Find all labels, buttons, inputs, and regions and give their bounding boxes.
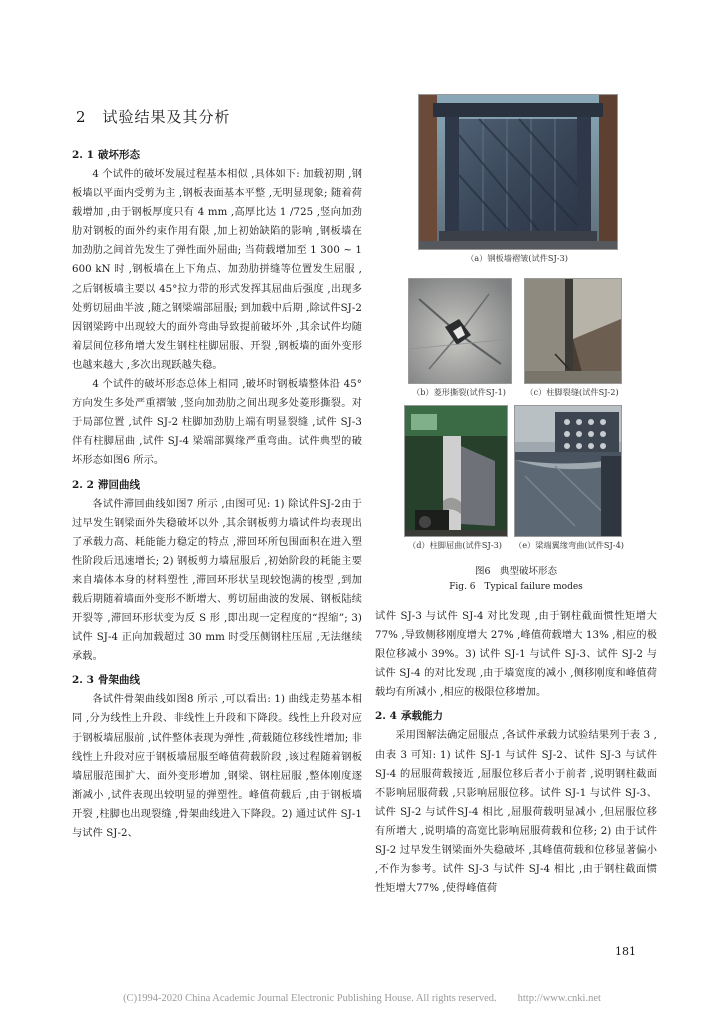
photo-diamond-tear (408, 278, 512, 384)
subsection-heading-2-3 (72, 672, 362, 687)
subsection-title: 滞回曲线 (98, 478, 140, 491)
paragraph-capacity: 采用图解法确定屈服点 ,各试件承载力试验结果列于表 3 ,由表 3 可知: 1) 试件 SJ-1 与试件 SJ-2、试件 SJ-3 与试件 SJ-4 的屈服荷载接近 ,屈服位移后者小于前者 ,说明钢柱截面不影响屈服荷载 ,只影响屈服位移。试件 SJ-1 与试件 SJ-3、试件 SJ-2 与试件SJ-4 相比 ,屈服荷载明显减小 ,但屈服位移有所增大 ,说明墙的高宽比影响屈服荷载和位移; 2) 由于试件SJ-2 过早发生钢梁面外失稳破坏 ,其峰值荷载和位移显著偏小 ,不作为参考。试件 SJ-3 与试件 SJ-4 相比 ,由于钢柱截面惯性矩增大77% ,使得峰值荷 (375, 730, 657, 895)
paragraph-skeleton-curve-cont: 试件 SJ-3 与试件 SJ-4 对比发现 ,由于钢柱截面惯性矩增大 77% ,导致侧移刚度增大 27% ,峰值荷载增大 13% ,相应的极限位移减小 39%。3) 试件 SJ-1 与试件 SJ-3、试件 SJ-2 与试件 SJ-4 的对比发现 ,由于墙宽度的减小 ,侧移刚度和峰值荷载均有所减小 ,相应的极限位移增加。 (375, 611, 657, 699)
subsection-number: 2. 2 (72, 478, 94, 491)
figure-title-en: Fig. 6 Typical failure modes (449, 582, 583, 592)
subsection-heading-2-1 (72, 147, 362, 162)
right-column-text (375, 607, 657, 898)
caption-b: （b）菱形撕裂(试件SJ-1) (412, 387, 506, 397)
subsection-number: 2. 4 (375, 710, 397, 723)
copyright-footer: (C)1994-2020 China Academic Journal Electronic Publishing House. All rights reserved. http://www.cnki.net (123, 993, 601, 1004)
photo-column-base-crack (524, 278, 622, 384)
caption-d: （d）柱脚屈曲(试件SJ-3) (408, 540, 502, 550)
subsection-heading-2-4 (375, 708, 657, 723)
subsection-title: 破坏形态 (98, 149, 140, 161)
photo-beam-flange-bending (514, 405, 622, 537)
subsection-title: 承载能力 (401, 710, 443, 723)
page-number: 181 (615, 945, 636, 958)
left-column (72, 100, 362, 843)
photo-column-base-buckling (404, 405, 508, 537)
caption-e: （e）梁端翼缘弯曲(试件SJ-4) (514, 540, 624, 550)
subsection-heading-2-2 (72, 477, 362, 492)
photo-wall-wrinkle (418, 94, 618, 250)
paragraph-failure-process: 4 个试件的破坏发展过程基本相似 ,具体如下: 加载初期 ,钢板墙以平面内受剪为主 ,钢板表面基本平整 ,无明显现象; 随着荷载增加 ,由于钢板厚度只有 4 mm ,高厚比达 1 /725 ,竖向加劲肋对钢板的面外约束作用有限 ,加上初始缺陷的影响 ,钢板墙在加劲肋之间首先发生了弹性面外屈曲; 当荷载增加至 1 300 ~ 1 600 kN 时 ,钢板墙在上下角点、加劲肋拼缝等位置发生屈服 ,之后钢板墙主要以 45°拉力带的形式发挥其屈曲后强度 ,出现多处剪切屈曲半波 ,随之钢梁端部屈服; 到加载中后期 ,除试件SJ-2 因钢梁跨中出现较大的面外弯曲导致提前破坏外 ,其余试件均随着层间位移角增大发生钢柱柱脚屈服、开裂 ,钢板墙的面外变形也越来越大 ,多次出现跃越失稳。 (72, 169, 362, 371)
section-title: 2 试验结果及其分析 (76, 108, 231, 126)
caption-a: （a）钢板墙褶皱(试件SJ-3) (466, 253, 568, 263)
paragraph-skeleton-curve: 各试件骨架曲线如图8 所示 ,可以看出: 1) 曲线走势基本相同 ,分为线性上升段、非线性上升段和下降段。线性上升段对应于钢板墙屈服前 ,试件整体表现为弹性 ,荷载随位移线性增加; 非线性上升段对应于钢板墙屈服至峰值荷载阶段 ,该过程随着钢板墙屈服范围扩大、面外变形增加 ,钢梁、钢柱屈服 ,整体刚度逐渐减小 ,试件表现出较明显的弹塑性。峰值荷载后 ,由于钢板墙开裂 ,柱脚也出现裂缝 ,骨架曲线进入下降段。2) 通过试件 SJ-1 与试件 SJ-2、 (72, 694, 362, 839)
subsection-title: 骨架曲线 (98, 674, 140, 687)
paragraph-failure-modes: 4 个试件的破坏形态总体上相同 ,破坏时钢板墙整体沿 45°方向发生多处严重褶皱 ,竖向加劲肋之间出现多处菱形撕裂。对于局部位置 ,试件 SJ-2 柱脚加劲肋上端有明显裂缝 ,试件 SJ-3 伴有柱脚屈曲 ,试件 SJ-4 梁端部翼缘严重弯曲。试件典型的破坏形态如图6 所示。 (72, 379, 362, 467)
subsection-number: 2. 3 (72, 674, 94, 687)
caption-c: （c）柱脚裂缝(试件SJ-2) (525, 387, 619, 397)
paragraph-hysteresis: 各试件滞回曲线如图7 所示 ,由图可见: 1) 除试件SJ-2由于过早发生钢梁面外失稳破坏以外 ,其余钢板剪力墙试件均表现出了承载力高、耗能能力稳定的特点 ,滞回环所包围面积在进入塑性阶段后迅速增长; 2) 钢板剪力墙屈服后 ,初始阶段的耗能主要来自墙体本身的材料塑性 ,滞回环形状呈现较饱满的梭型 ,到加载后期随着墙面外变形不断增大、剪切屈曲波的发展、钢板陆续开裂等 ,滞回环形状变为反 S 形 ,即出现一定程度的“捏缩”; 3) 试件 SJ-4 正向加载超过 30 mm 时受压侧钢柱压屈 ,无法继续承载。 (72, 498, 362, 663)
figure-title-cn: 图6 典型破坏形态 (474, 566, 558, 577)
subsection-number: 2. 1 (72, 149, 94, 161)
